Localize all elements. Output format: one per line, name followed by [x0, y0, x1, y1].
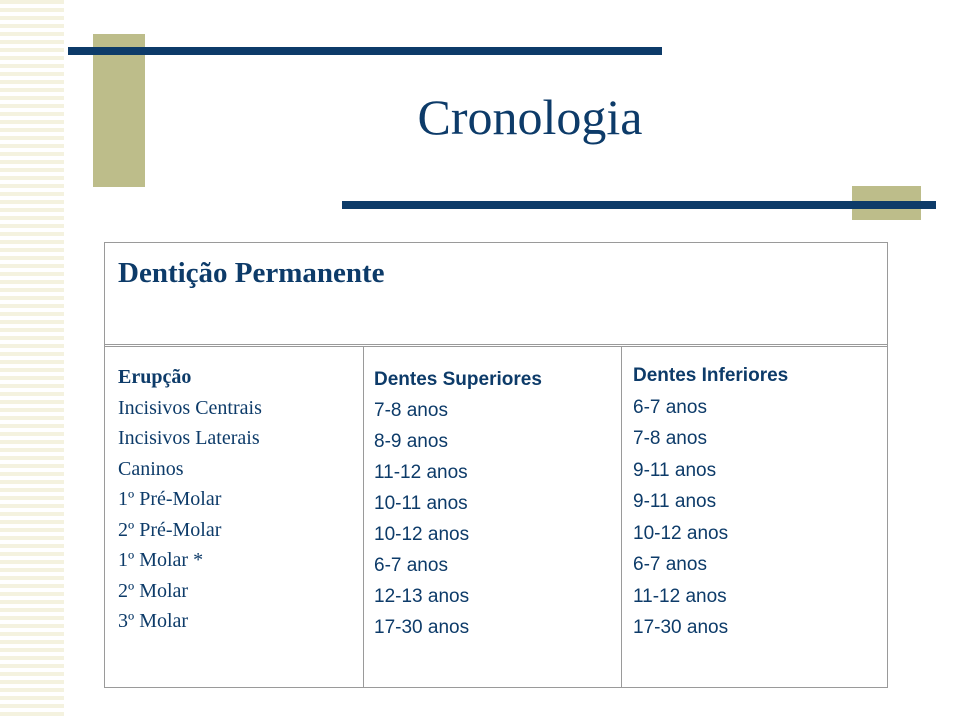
- tooth-name: Incisivos Laterais: [118, 427, 260, 449]
- table-header: Dentição Permanente: [118, 257, 385, 289]
- dentition-table: [104, 242, 888, 688]
- age-range: 12-13 anos: [374, 586, 470, 607]
- age-range: 6-7 anos: [633, 396, 707, 418]
- slide-title: Cronologia: [417, 89, 643, 145]
- age-range: 9-11 anos: [633, 491, 717, 512]
- table-header-cell: [105, 243, 887, 347]
- tooth-name: 2º Molar: [118, 579, 189, 602]
- tooth-name: 2º Pré-Molar: [118, 518, 222, 541]
- age-range: 10-12 anos: [374, 524, 470, 545]
- age-range: 9-11 anos: [633, 459, 717, 481]
- eruption-column: [105, 347, 364, 687]
- age-range: 10-11 anos: [374, 493, 468, 514]
- age-range: 10-12 anos: [633, 522, 729, 544]
- age-range: 11-12 anos: [374, 462, 468, 483]
- navy-rule-bottom: [342, 201, 936, 209]
- tooth-name: Caninos: [118, 457, 184, 480]
- column-heading-eruption: Erupção: [118, 366, 192, 388]
- age-range: 8-9 anos: [374, 431, 448, 452]
- olive-accent-block-top: [93, 34, 145, 187]
- age-range: 6-7 anos: [374, 555, 448, 576]
- tooth-name: 1º Molar *: [118, 549, 204, 571]
- age-range: 11-12 anos: [633, 585, 727, 607]
- navy-rule-top: [68, 47, 662, 55]
- age-range: 7-8 anos: [374, 400, 448, 421]
- age-range: 7-8 anos: [633, 428, 707, 449]
- tooth-name: Incisivos Centrais: [118, 396, 262, 419]
- column-heading-lower: Dentes Inferiores: [633, 365, 789, 386]
- age-range: 17-30 anos: [374, 617, 470, 638]
- upper-teeth-column: [364, 347, 622, 687]
- column-heading-upper: Dentes Superiores: [374, 369, 542, 390]
- left-striped-bar: [0, 0, 68, 720]
- tooth-name: 3º Molar: [118, 610, 189, 632]
- tooth-name: 1º Pré-Molar: [118, 488, 222, 510]
- age-range: 17-30 anos: [633, 617, 729, 638]
- lower-teeth-column: [622, 347, 887, 687]
- age-range: 6-7 anos: [633, 554, 707, 575]
